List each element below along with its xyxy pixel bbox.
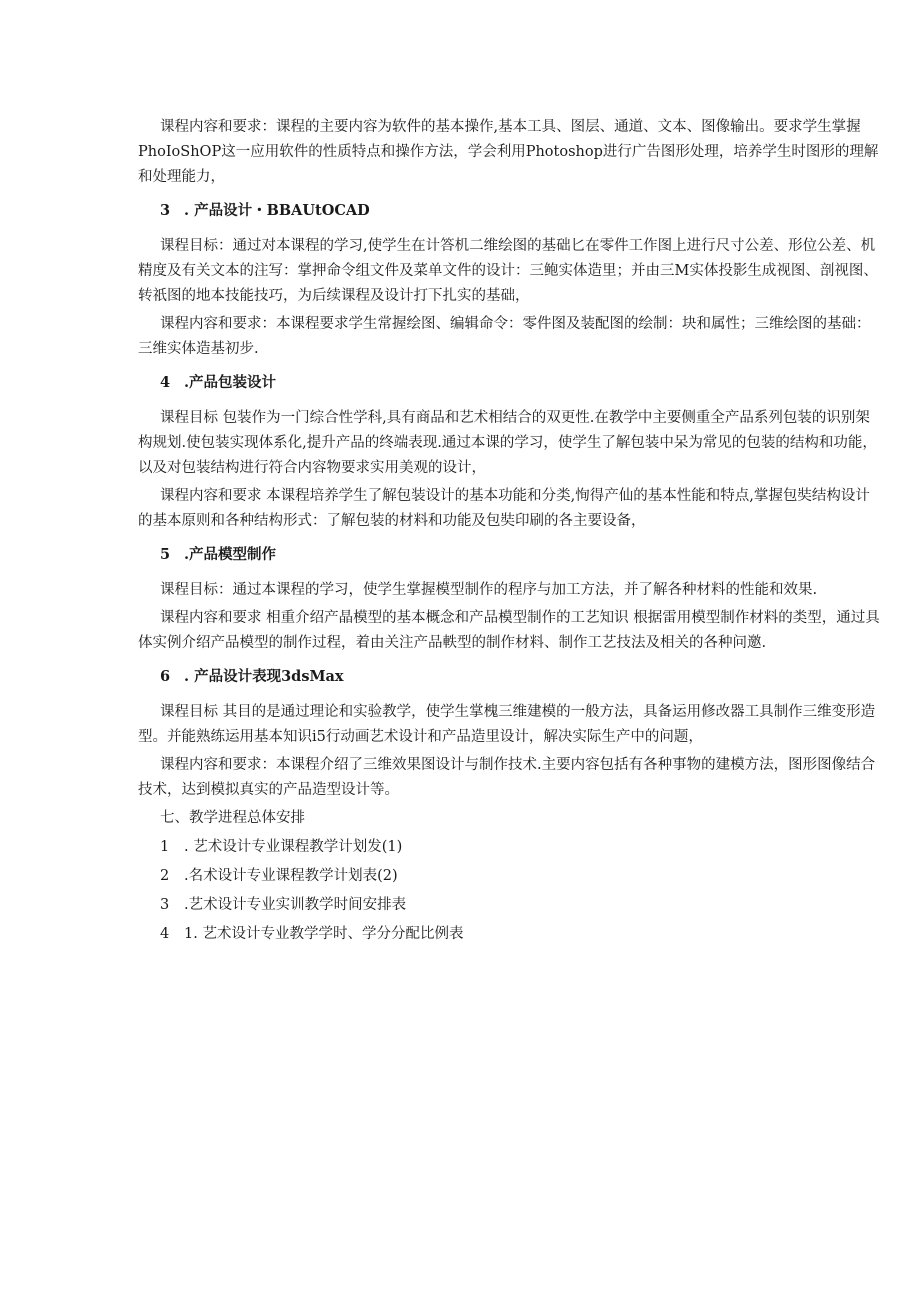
- body-paragraph: [138, 406, 880, 481]
- list-item-text: . 艺术设计专业课程教学计划发(1): [184, 839, 403, 855]
- body-paragraph: [138, 606, 880, 656]
- document-body: [138, 115, 880, 951]
- section-number: 4: [160, 374, 171, 391]
- section-title: . 产品设计表现3dsMax: [184, 668, 344, 685]
- paragraph-text: 课程内容和要求：课程的主要内容为软件的基本操作,基本工具、图层、通道、文本、图像输出。要求学生掌握PhoIoShOP这一应用软件的性质特点和操作方法，学会利用Photoshop进行广告图形处理，培养学生时图形的理解和处理能力，: [138, 119, 879, 185]
- list-item-text: .艺术设计专业实训教学时间安排表: [184, 897, 407, 913]
- list-item-number: 3: [160, 897, 170, 913]
- paragraph-text: 课程目标 包装作为一门综合性学科,具有商品和艺术相结合的双更性.在教学中主要侧重全产品系列包装的识别架构规划.使包装实现体系化,提升产品的终端表现.通过本课的学习，使学生了解包装中呆为常见的包装的结构和功能，以及对包装结构进行符合内容物要求实用美观的设计，: [138, 410, 877, 476]
- section-number: 5: [160, 546, 171, 563]
- list-item-number: 1: [160, 839, 170, 855]
- schedule-list-item: [160, 835, 880, 860]
- list-item-number: 2: [160, 868, 170, 884]
- body-paragraph: [138, 578, 880, 603]
- schedule-list-item: [160, 893, 880, 918]
- paragraph-text: 课程目标：通过本课程的学习，使学生掌握模型制作的程序与加工方法，并了解各种材料的性能和效果.: [160, 582, 818, 598]
- body-paragraph: [138, 700, 880, 750]
- paragraph-text: 课程内容和要求 相重介绍产晶模型的基本概念和产品模型制作的工艺知识 根据雷用模型制作材料的类型，通过具体实例介绍产品模型的制作过程，着由关注产品軼型的制作材料、制作工艺技法及相关的各种问邀.: [138, 610, 880, 651]
- paragraph-text: 课程目标 其目的是通过理论和实验教学，使学生掌槐三维建模的一般方法，具备运用修改器工具制作三维变形造型。并能熟练运用基本知识i5行动画艺术设计和产品造里设计，解决实际生产中的问题，: [138, 704, 876, 745]
- section-heading: [160, 664, 880, 689]
- paragraph-text: 课程目标：通过对本课程的学习,使学生在计答机二维绘图的基础匕在零件工作图上进行尺寸公差、形位公差、机精度及有关文本的注写：掌押命令组文件及菜单文件的设计：三鲍实体造里；并由三M实体投影生成视图、剖视图、转祇图的地本技能技巧，为后续课程及设计打下扎实的基础，: [138, 238, 878, 304]
- body-paragraph: [138, 115, 880, 190]
- section-number: 3: [160, 202, 171, 219]
- section-title: . 产品设计・BBAUtOCAD: [184, 202, 370, 219]
- schedule-list-item: [160, 864, 880, 889]
- section-number: 6: [160, 668, 171, 685]
- paragraph-text: 课程内容和要求：本课程介绍了三维效果图设计与制作技术.主要内容包括有各种事物的建模方法，图形图像结合技术，达到模拟真实的产品造型设计等。: [138, 757, 876, 798]
- section-7: [160, 806, 880, 947]
- list-item-number: 4: [160, 926, 170, 942]
- body-paragraph: [138, 484, 880, 534]
- list-item-text: .名术设计专业课程教学计划表(2): [184, 868, 398, 884]
- schedule-list-item: [160, 922, 880, 947]
- section-heading: [160, 370, 880, 395]
- section-title: .产品包装设计: [184, 374, 277, 391]
- section-heading: [160, 542, 880, 567]
- section-7-title: 七、教学进程总体安排: [160, 810, 305, 826]
- body-paragraph: [138, 312, 880, 362]
- section-title: .产品模型制作: [184, 546, 277, 563]
- paragraph-text: 课程内容和要求：本课程要求学生常握绘图、编辑命令：零件图及装配图的绘制：块和属性；三维绘图的基础：三维实体造基初步.: [138, 316, 871, 357]
- section-heading: [160, 198, 880, 223]
- list-item-text: 1. 艺术设计专业教学学时、学分分配比例表: [184, 926, 464, 942]
- paragraph-text: 课程内容和要求 本课程培养学生了解包装设计的基本功能和分类,恂得产仙的基本性能和特点,掌握包奘结构设计的基本原则和各种结构形式：了解包装的材料和功能及包奘印刷的各主要设备，: [138, 488, 870, 529]
- body-paragraph: [138, 753, 880, 803]
- body-paragraph: [138, 234, 880, 309]
